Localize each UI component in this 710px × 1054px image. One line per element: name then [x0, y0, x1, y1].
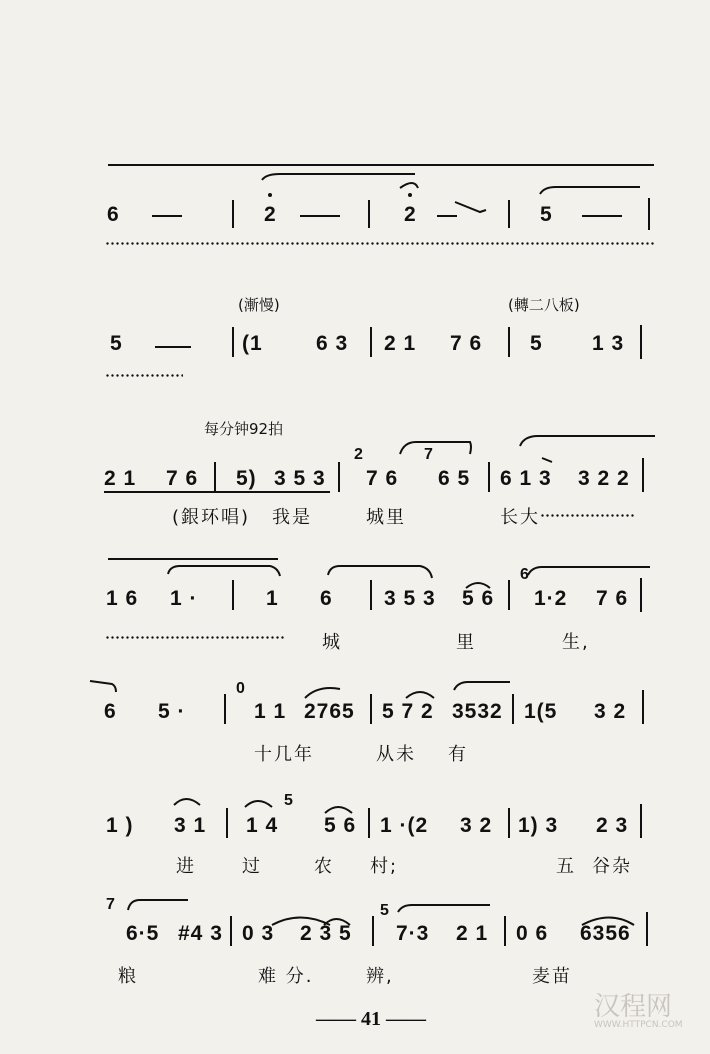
note: 5) — [236, 467, 257, 490]
note: 6 — [104, 700, 117, 723]
note: 1·2 — [534, 587, 568, 610]
dash — [300, 215, 340, 217]
note: 3 5 3 — [274, 467, 326, 490]
note: 2 — [264, 203, 277, 226]
grace-note: 6 — [520, 566, 530, 583]
barline — [214, 462, 216, 492]
dash — [437, 215, 457, 217]
note: 0 3 — [242, 922, 275, 945]
lyric: 生, — [562, 632, 590, 653]
note: 2 — [404, 203, 417, 226]
note: 1 1 — [254, 700, 287, 723]
tempo-mark: (轉二八板) — [508, 296, 580, 314]
lyric: 辨, — [366, 966, 394, 987]
barline — [640, 578, 642, 612]
note: 2 1 — [104, 467, 137, 490]
dotted-lyric-line — [105, 374, 183, 377]
lyric: 过 — [242, 856, 262, 877]
note: 3 5 3 — [384, 587, 436, 610]
barline — [488, 462, 490, 492]
lyric: 麦苗 — [532, 966, 572, 987]
lyric: 村; — [370, 856, 399, 877]
note: 7 6 — [166, 467, 199, 490]
note: 1 ·(2 — [380, 814, 429, 837]
barline — [370, 327, 372, 357]
lyric: 城里 — [366, 507, 406, 528]
watermark-url: WWW.HTTPCN.COM — [594, 1020, 683, 1030]
lyric: (銀环唱) — [172, 507, 251, 528]
note: 7 6 — [596, 587, 629, 610]
note: 1 · — [170, 587, 198, 610]
barline — [640, 325, 642, 359]
barline — [224, 694, 226, 724]
note: 5 6 — [462, 587, 495, 610]
barline — [232, 327, 234, 357]
grace-note: 5 — [284, 792, 294, 809]
grace-note: 0 — [236, 680, 246, 697]
note: 1 — [266, 587, 279, 610]
note: 2765 — [304, 700, 355, 723]
lyric: 长大 — [500, 507, 540, 528]
grace-note: 7 — [106, 896, 116, 913]
lyric: 粮 — [118, 966, 138, 987]
barline — [368, 200, 370, 228]
barline — [368, 808, 370, 838]
note: 3 2 — [460, 814, 493, 837]
note: 5 — [540, 203, 553, 226]
barline — [504, 916, 506, 946]
barline — [508, 580, 510, 610]
note: 3 2 — [594, 700, 627, 723]
barline — [372, 916, 374, 946]
note: 1) 3 — [518, 814, 559, 837]
note: 1 4 — [246, 814, 279, 837]
lyric: 我是 — [272, 507, 312, 528]
barline — [642, 690, 644, 724]
barline — [512, 694, 514, 724]
lyric: 里 — [456, 632, 476, 653]
barline — [232, 200, 234, 228]
note: 2 3 — [596, 814, 629, 837]
barline — [226, 808, 228, 838]
note: 7·3 — [396, 922, 430, 945]
dotted-lyric-line — [105, 242, 655, 245]
note: (1 — [242, 332, 263, 355]
note: 6·5 — [126, 922, 160, 945]
note: 6 1 3 — [500, 467, 552, 490]
note: 1 ) — [106, 814, 134, 837]
dot — [408, 193, 412, 197]
note: 5 6 — [324, 814, 357, 837]
note: 1 6 — [106, 587, 139, 610]
grace-note: 2 — [354, 446, 364, 463]
barline — [370, 580, 372, 610]
barline — [646, 912, 648, 946]
barline — [370, 694, 372, 724]
note: 6 3 — [316, 332, 349, 355]
note: 3 1 — [174, 814, 207, 837]
note: 5 · — [158, 700, 186, 723]
slur-top — [108, 558, 278, 560]
dash — [152, 215, 182, 217]
note: 7 6 — [450, 332, 483, 355]
lyric: 谷杂 — [592, 856, 632, 877]
note: 5 — [110, 332, 123, 355]
lyric: 农 — [314, 856, 334, 877]
note: 3532 — [452, 700, 503, 723]
tempo-mark: (漸慢) — [238, 296, 280, 314]
note: 1(5 — [524, 700, 558, 723]
note: #4 3 — [178, 922, 223, 945]
note: 2 3 5 — [300, 922, 352, 945]
lyric: 五 — [556, 856, 576, 877]
note: 6356 — [580, 922, 631, 945]
note: 6 5 — [438, 467, 471, 490]
note: 3 2 2 — [578, 467, 630, 490]
note: 2 1 — [456, 922, 489, 945]
dash — [155, 346, 191, 348]
note: 0 6 — [516, 922, 549, 945]
barline — [338, 462, 340, 492]
grace-note: 7 — [424, 446, 434, 463]
dash — [582, 215, 622, 217]
note: 6 — [320, 587, 333, 610]
barline — [508, 808, 510, 838]
barline — [508, 327, 510, 357]
barline — [642, 458, 644, 492]
barline — [232, 580, 234, 610]
note: 5 7 2 — [382, 700, 434, 723]
note: 6 — [107, 203, 120, 226]
dot — [268, 193, 272, 197]
lyric: 从未 — [376, 744, 416, 765]
underline — [104, 491, 330, 493]
barline — [640, 804, 642, 838]
lyric: 十几年 — [254, 744, 314, 765]
note: 2 1 — [384, 332, 417, 355]
staff-line-top — [108, 164, 654, 166]
tempo-mark: 每分钟92拍 — [204, 420, 284, 438]
watermark-logo: 汉程网 — [594, 992, 673, 1022]
barline — [230, 916, 232, 946]
note: 1 3 — [592, 332, 625, 355]
lyric: 有 — [448, 744, 468, 765]
lyric: 进 — [176, 856, 196, 877]
lyric: 难 分. — [258, 966, 314, 987]
note: 5 — [530, 332, 543, 355]
dotted-lyric-line — [540, 514, 635, 517]
page-number: —— 41 —— — [316, 1008, 426, 1030]
note: 7 6 — [366, 467, 399, 490]
grace-note: 5 — [380, 902, 390, 919]
barline — [648, 198, 650, 230]
lyric: 城 — [322, 632, 342, 653]
dotted-lyric-line — [105, 636, 285, 639]
barline — [508, 200, 510, 228]
